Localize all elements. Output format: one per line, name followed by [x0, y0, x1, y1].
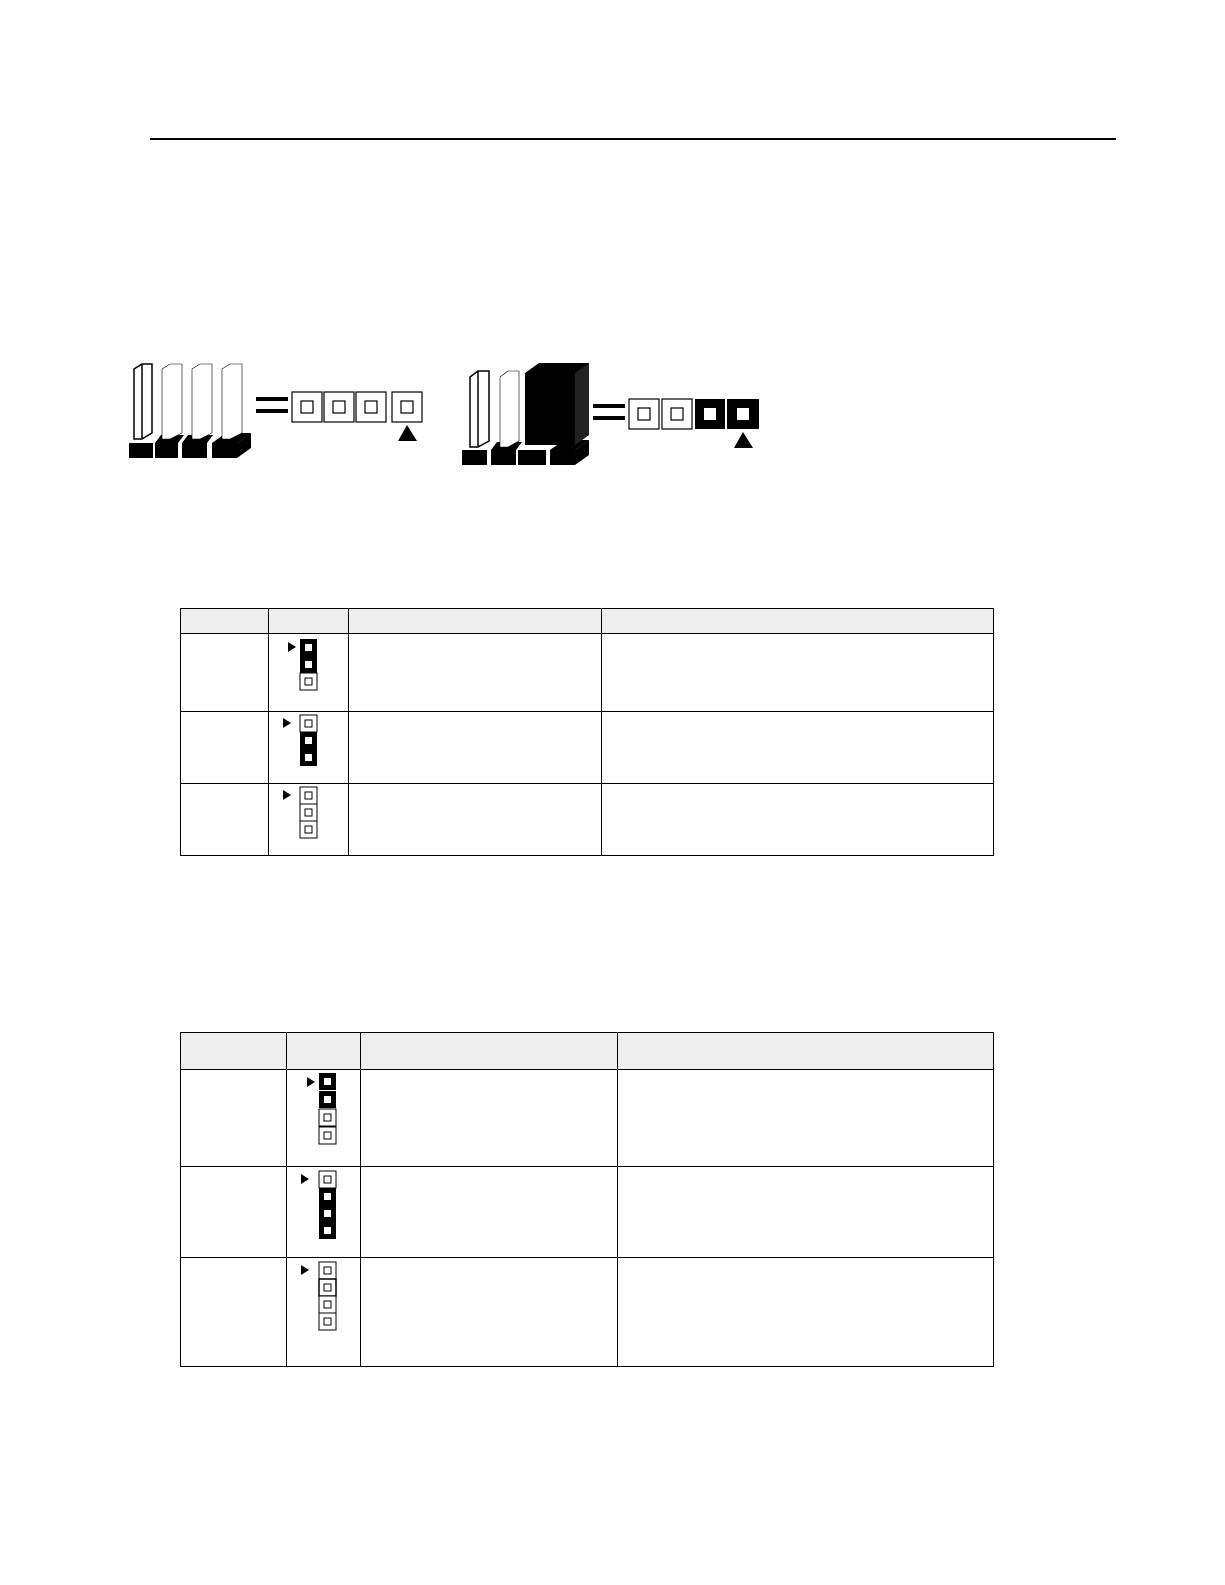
table-row — [181, 634, 994, 712]
header-jumper — [287, 1033, 361, 1070]
jumper-short-diagram — [455, 355, 775, 470]
header-setting — [181, 609, 269, 634]
jumper-table-1 — [180, 608, 994, 856]
table-row — [181, 712, 994, 784]
header-jumper — [269, 609, 349, 634]
table-row — [181, 784, 994, 856]
pin1-triangle-icon — [734, 432, 753, 448]
jumper-open-diagram — [120, 355, 440, 470]
pin-row-schematic — [629, 399, 759, 429]
header-description — [602, 609, 994, 634]
pin1-triangle-icon — [398, 425, 417, 441]
jumper-pins-icon — [269, 712, 349, 774]
header-description — [618, 1033, 994, 1070]
table-header-row — [181, 1033, 994, 1070]
equals-sign — [593, 404, 625, 420]
jumper-cap-3d — [462, 363, 589, 465]
jumper-pins-icon — [269, 784, 349, 846]
header-function — [361, 1033, 618, 1070]
pin-row-schematic — [292, 392, 422, 422]
jumper-pins-3d — [129, 364, 251, 458]
equals-sign — [256, 397, 288, 413]
header-setting — [181, 1033, 287, 1070]
table-row — [181, 1070, 994, 1167]
header-function — [349, 609, 602, 634]
table-header-row — [181, 609, 994, 634]
header-rule — [150, 138, 1116, 140]
jumper-pins-icon — [287, 1167, 361, 1247]
jumper-pins-icon — [287, 1258, 361, 1338]
jumper-table-2 — [180, 1032, 994, 1367]
jumper-pins-icon — [269, 634, 349, 696]
jumper-pins-icon — [287, 1070, 361, 1150]
table-row — [181, 1258, 994, 1367]
table-row — [181, 1167, 994, 1258]
